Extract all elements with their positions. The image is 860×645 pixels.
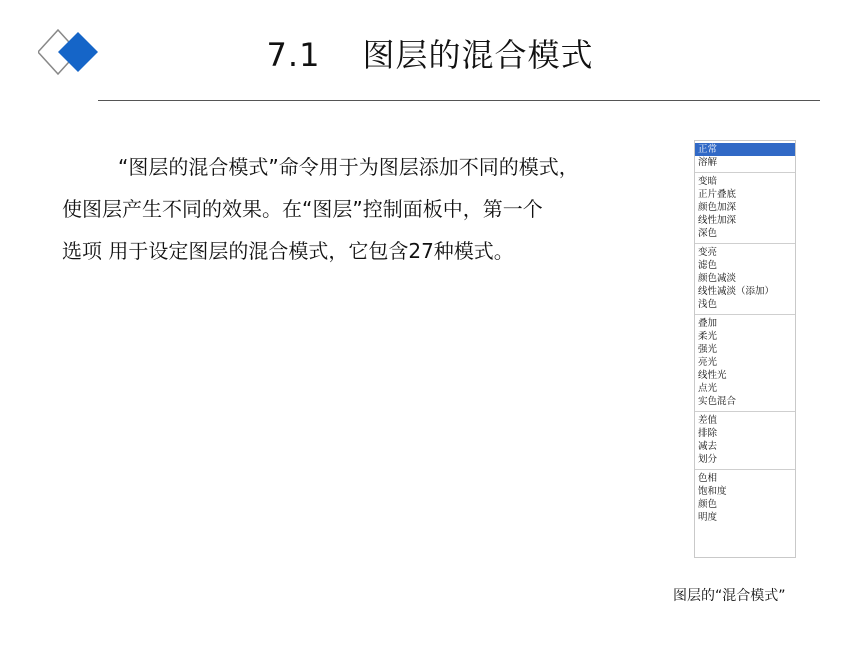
blend-mode-option[interactable]: 柔光	[698, 331, 718, 342]
title-divider	[98, 100, 820, 101]
menu-group	[695, 412, 795, 470]
blend-mode-option[interactable]: 正片叠底	[698, 189, 737, 200]
body-paragraph	[62, 146, 672, 272]
paragraph-line-3: 选项 用于设定图层的混合模式，它包含27种模式。	[62, 239, 514, 263]
blend-mode-option[interactable]: 排除	[698, 428, 718, 439]
menu-group	[695, 173, 795, 244]
blend-mode-option[interactable]: 饱和度	[698, 486, 727, 497]
blend-mode-option[interactable]: 线性光	[698, 370, 727, 381]
menu-group	[695, 315, 795, 412]
blend-mode-option[interactable]: 实色混合	[698, 396, 737, 407]
title-text: 图层的混合模式	[362, 36, 594, 74]
blend-mode-option[interactable]: 划分	[698, 454, 718, 465]
blend-mode-option[interactable]: 颜色	[698, 499, 718, 510]
blend-mode-option[interactable]: 减去	[698, 441, 718, 452]
blend-mode-option[interactable]: 线性加深	[698, 215, 737, 226]
blend-mode-option[interactable]: 线性减淡（添加）	[698, 286, 775, 297]
blend-mode-option[interactable]: 正常	[695, 143, 795, 156]
blend-mode-option[interactable]: 浅色	[698, 299, 718, 310]
blend-mode-option[interactable]: 亮光	[698, 357, 718, 368]
blend-mode-option[interactable]: 变亮	[698, 247, 718, 258]
blend-mode-option[interactable]: 颜色减淡	[698, 273, 737, 284]
blend-mode-option[interactable]: 变暗	[698, 176, 718, 187]
menu-group	[695, 244, 795, 315]
blend-mode-option[interactable]: 叠加	[698, 318, 718, 329]
section-number: 7.1	[266, 36, 321, 74]
paragraph-line-1: “图层的混合模式”命令用于为图层添加不同的模式，	[118, 155, 579, 179]
blend-mode-menu	[694, 140, 796, 558]
blend-mode-option[interactable]: 色相	[698, 473, 718, 484]
menu-group	[695, 470, 795, 527]
blend-mode-option[interactable]: 滤色	[698, 260, 718, 271]
page-title	[0, 30, 860, 76]
blend-mode-option[interactable]: 明度	[698, 512, 718, 523]
blend-mode-option[interactable]: 溶解	[698, 157, 718, 168]
menu-group	[695, 141, 795, 173]
blend-mode-option[interactable]: 点光	[698, 383, 718, 394]
figure-caption: 图层的“混合模式”	[673, 588, 786, 604]
blend-mode-option[interactable]: 深色	[698, 228, 718, 239]
blend-mode-option[interactable]: 颜色加深	[698, 202, 737, 213]
blend-mode-option[interactable]: 强光	[698, 344, 718, 355]
paragraph-line-2: 使图层产生不同的效果。在“图层”控制面板中，第一个	[62, 197, 543, 221]
blend-mode-option[interactable]: 差值	[698, 415, 718, 426]
